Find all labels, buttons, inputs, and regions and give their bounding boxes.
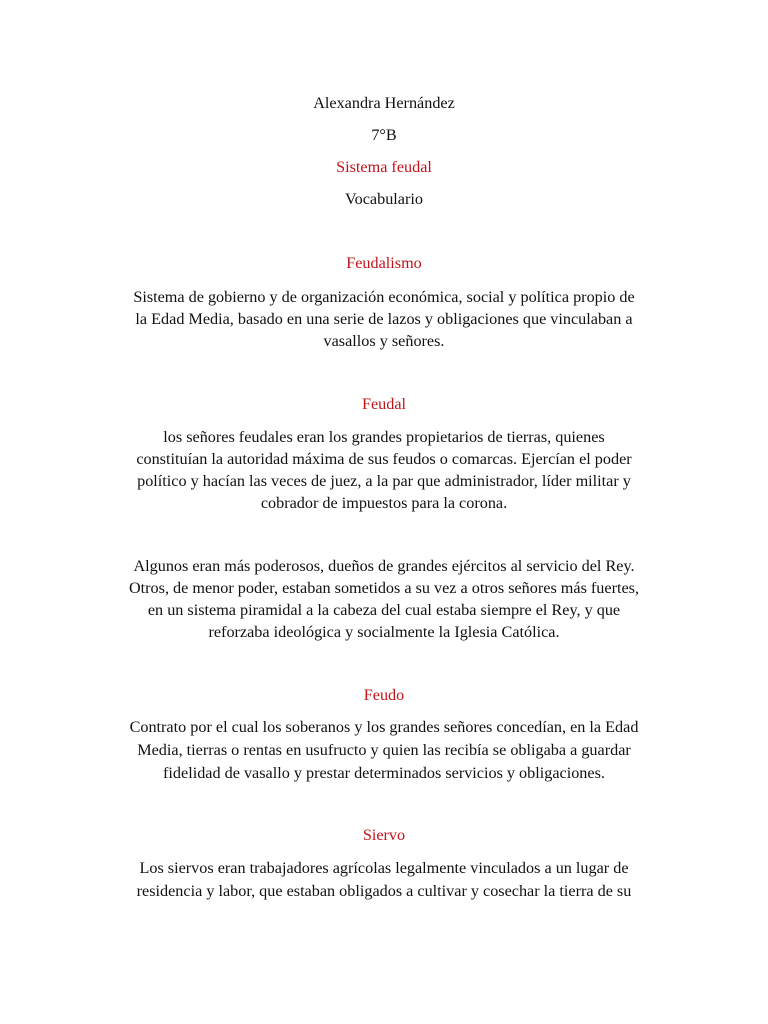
paragraph-line: Algunos eran más poderosos, dueños de grandes ejércitos al servicio del Rey. [133,557,635,575]
paragraph-line: Contrato por el cual los soberanos y los grandes señores concedían, en la Edad [129,718,639,736]
grade-label: 7°B [371,126,397,144]
paragraph-line: fidelidad de vasallo y prestar determinados servicios y obligaciones. [163,764,605,782]
document-title: Sistema feudal [336,158,432,176]
paragraph-line: los señores feudales eran los grandes propietarios de tierras, quienes [163,428,605,446]
paragraph-line: Media, tierras o rentas en usufructo y quien las recibía se obligaba a guardar [137,741,631,759]
paragraph-line: cobrador de impuestos para la corona. [260,494,508,512]
section-heading-feudo: Feudo [363,686,405,704]
paragraph-line: en un sistema piramidal a la cabeza del cual estaba siempre el Rey, y que [147,601,621,619]
document-subtitle: Vocabulario [345,190,423,208]
paragraph-line: constituían la autoridad máxima de sus feudos o comarcas. Ejercían el poder [136,450,632,468]
paragraph-line: vasallos y señores. [323,332,445,350]
paragraph-line: Otros, de menor poder, estaban sometidos a su vez a otros señores más fuertes, [128,579,640,597]
section-heading-siervo: Siervo [362,826,406,844]
paragraph-line: Los siervos eran trabajadores agrícolas legalmente vinculados a un lugar de [139,859,629,877]
section-heading-feudalismo: Feudalismo [346,254,422,272]
paragraph-line: residencia y labor, que estaban obligados a cultivar y cosechar la tierra de su [136,882,632,900]
section-heading-feudal: Feudal [361,395,407,413]
paragraph-line: Sistema de gobierno y de organización económica, social y política propio de [133,288,635,306]
paragraph-line: reforzaba ideológica y socialmente la Iglesia Católica. [208,623,560,641]
author-name: Alexandra Hernández [313,94,455,112]
paragraph-line: la Edad Media, basado en una serie de lazos y obligaciones que vinculaban a [135,310,633,328]
paragraph-line: político y hacían las veces de juez, a la par que administrador, líder militar y [137,472,631,490]
